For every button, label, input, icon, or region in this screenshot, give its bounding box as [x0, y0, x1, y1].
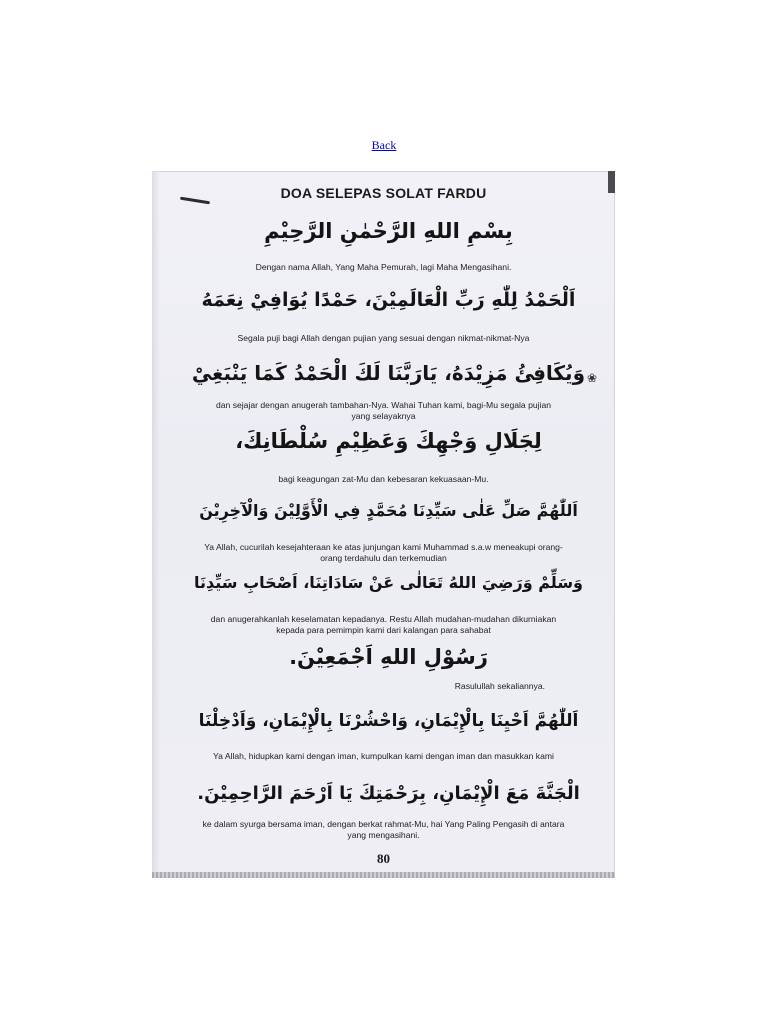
translation-line-3: dan sejajar dengan anugerah tambahan-Nya. Wahai Tuhan kami, bagi-Mu segala pujian yang selayaknya: [215, 400, 552, 421]
page-shadow: [152, 171, 160, 878]
translation-line-1: Dengan nama Allah, Yang Maha Pemurah, lagi Maha Mengasihani.: [255, 262, 512, 272]
arabic-line-9: الْجَنَّةَ مَعَ الْإِيْمَانِ، بِرَحْمَتِكَ يَا اَرْحَمَ الرَّاحِمِيْنَ.: [197, 783, 580, 804]
arabic-line-1: بِسْمِ اللهِ الرَّحْمٰنِ الرَّحِيْمِ: [264, 219, 513, 243]
back-link[interactable]: Back: [371, 138, 397, 152]
back-link-container: [0, 138, 768, 153]
page-number: 80: [377, 851, 390, 866]
scanned-page: [152, 171, 615, 878]
page-title: DOA SELEPAS SOLAT FARDU: [280, 185, 487, 201]
translation-line-2: Segala puji bagi Allah dengan pujian yang sesuai dengan nikmat-nikmat-Nya: [237, 333, 530, 343]
arabic-line-4: لِجَلَالِ وَجْهِكَ وَعَظِيْمِ سُلْطَانِكَ،: [235, 429, 542, 453]
arabic-line-7: رَسُوْلِ اللهِ اَجْمَعِيْنَ.: [289, 645, 488, 669]
arabic-line-6: وَسَلِّمْ وَرَضِيَ اللهُ تَعَالٰى عَنْ سَادَاتِنَا، اَصْحَابِ سَيِّدِنَا: [194, 573, 583, 592]
translation-line-7: Rasulullah sekaliannya.: [454, 681, 545, 691]
translation-line-5: Ya Allah, cucurilah kesejahteraan ke atas junjungan kami Muhammad s.a.w meneakupi orang-orang terdahulu dan terkemudian: [204, 542, 563, 563]
translation-line-8: Ya Allah, hidupkan kami dengan iman, kumpulkan kami dengan iman dan masukkan kami: [213, 751, 554, 761]
ornament-icon: ❀: [586, 371, 597, 385]
arabic-line-8: اَللّٰهُمَّ اَحْيِنَا بِالْإِيْمَانِ، وَاحْشُرْنَا بِالْإِيْمَانِ، وَاَدْخِلْنَا: [198, 711, 579, 731]
arabic-line-3: وَيُكَافِئُ مَزِيْدَهُ، يَارَبَّنَا لَكَ الْحَمْدُ كَمَا يَنْبَغِيْ: [191, 361, 585, 385]
translation-line-4: bagi keagungan zat-Mu dan kebesaran kekuasaan-Mu.: [278, 474, 489, 484]
arabic-line-2: اَلْحَمْدُ لِلّٰهِ رَبِّ الْعَالَمِيْنَ، حَمْدًا يُوَافِيْ نِعَمَهُ: [201, 289, 576, 311]
translation-line-6: dan anugerahkanlah keselamatan kepadanya. Restu Allah mudahan-mudahan dikurniakan kepada para pemimpin kami dari kalangan para sahabat: [210, 614, 557, 635]
arabic-line-5: اَللّٰهُمَّ صَلِّ عَلٰى سَيِّدِنَا مُحَمَّدٍ فِي الْأَوَّلِيْنَ وَالْآخِرِيْنَ: [199, 501, 578, 520]
translation-line-9: ke dalam syurga bersama iman, dengan berkat rahmat-Mu, hai Yang Paling Pengasih di antara yang mengasihani.: [202, 819, 565, 840]
